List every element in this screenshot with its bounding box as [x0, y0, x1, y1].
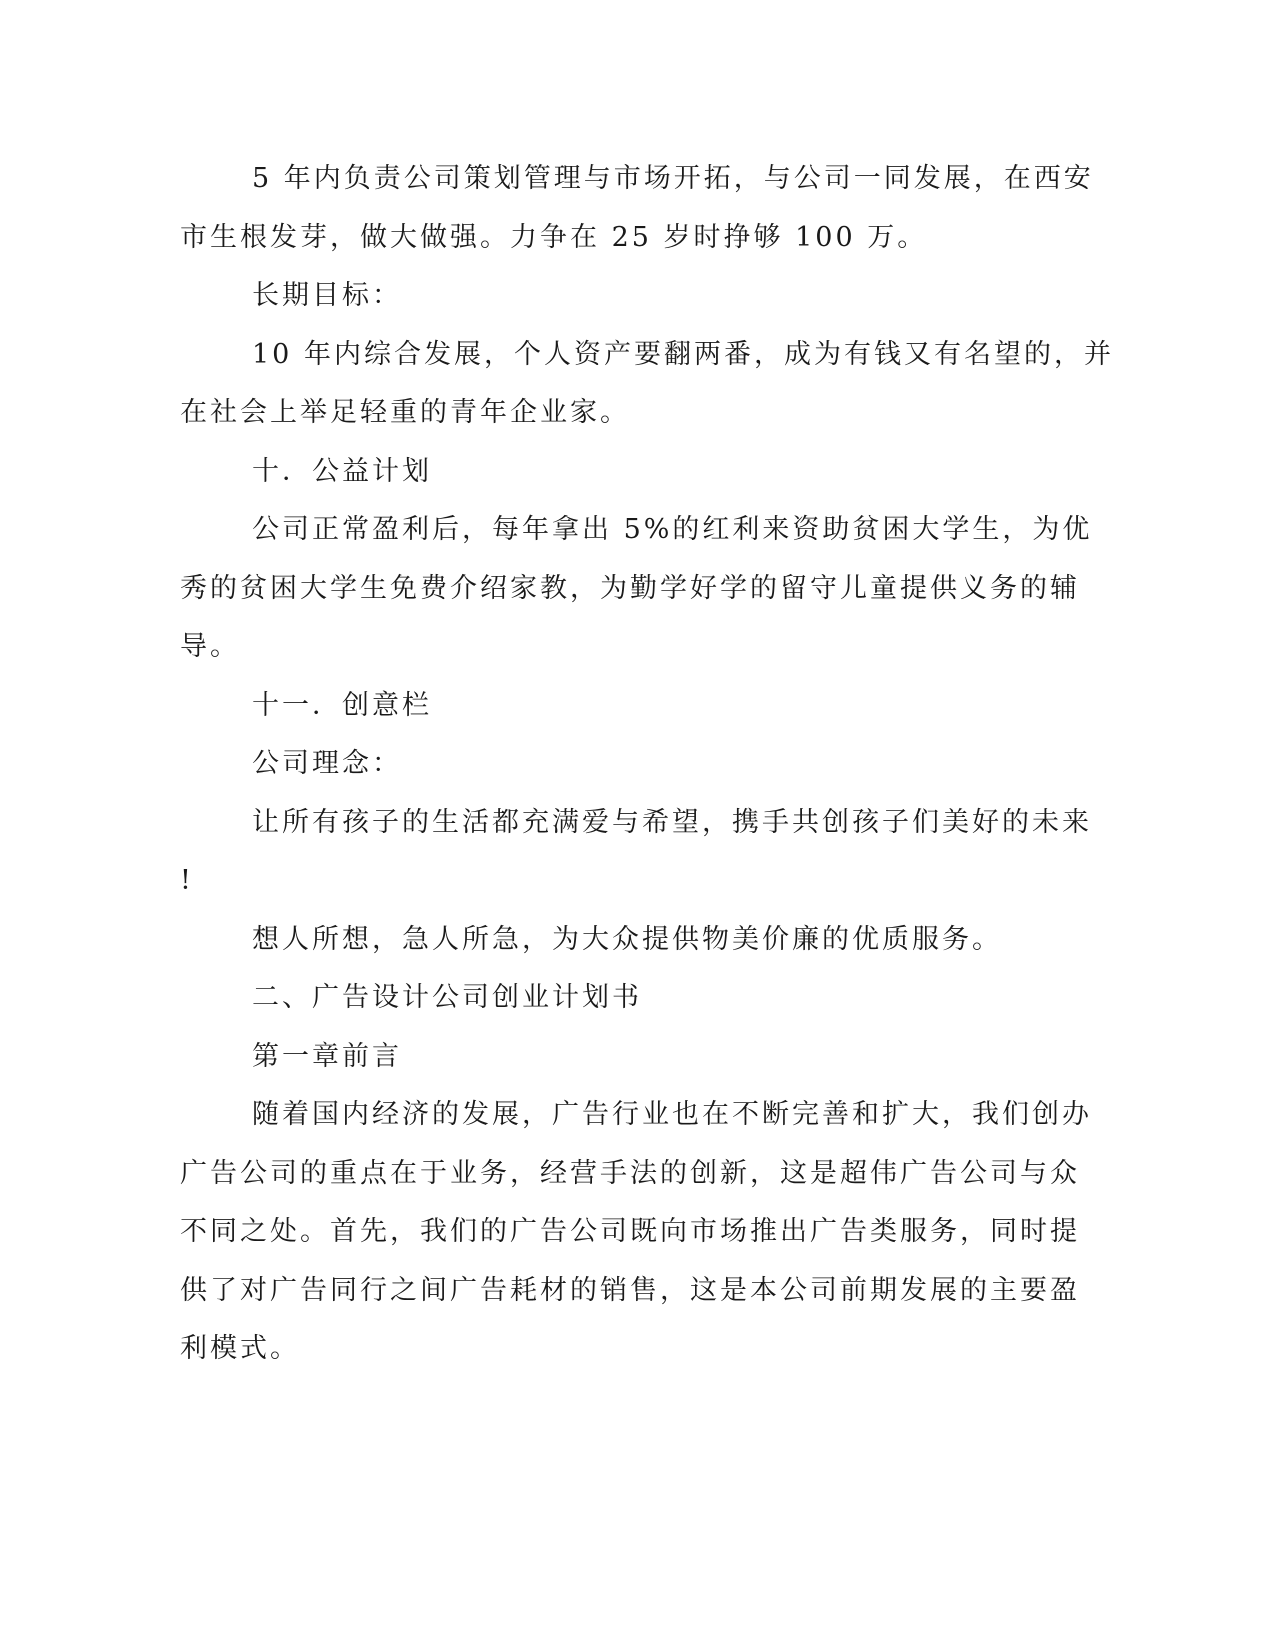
text-line: 想人所想，急人所急，为大众提供物美价廉的优质服务。 [252, 923, 1002, 955]
section-heading: 十．公益计划 [252, 455, 432, 487]
text-line: 供了对广告同行之间广告耗材的销售，这是本公司前期发展的主要盈 [180, 1274, 1080, 1306]
text-line: 导。 [180, 631, 240, 662]
text-line: 在社会上举足轻重的青年企业家。 [180, 397, 630, 428]
text-line: 利模式。 [180, 1333, 300, 1364]
text-line: ! [180, 865, 194, 896]
text-line: 秀的贫困大学生免费介绍家教，为勤学好学的留守儿童提供义务的辅 [180, 572, 1080, 604]
text-line: 市生根发芽，做大做强。力争在 25 岁时挣够 100 万。 [180, 221, 928, 253]
text-line: 10 年内综合发展，个人资产要翻两番，成为有钱又有名望的，并 [252, 338, 1114, 370]
document-page [180, 150, 1114, 1379]
text-line: 5 年内负责公司策划管理与市场开拓，与公司一同发展，在西安 [252, 163, 1094, 194]
text-line: 公司正常盈利后，每年拿出 5%的红利来资助贫困大学生，为优 [252, 514, 1093, 545]
section-subheading: 公司理念： [252, 748, 402, 779]
text-line: 广告公司的重点在于业务，经营手法的创新，这是超伟广告公司与众 [180, 1157, 1080, 1189]
text-line: 不同之处。首先，我们的广告公司既向市场推出广告类服务，同时提 [180, 1216, 1080, 1247]
chapter-heading: 第一章前言 [252, 1040, 402, 1072]
section-subheading: 长期目标： [252, 280, 402, 311]
text-line: 让所有孩子的生活都充满爱与希望，携手共创孩子们美好的未来 [252, 806, 1092, 838]
section-heading: 二、广告设计公司创业计划书 [252, 982, 642, 1013]
section-heading: 十一．创意栏 [252, 689, 432, 721]
text-line: 随着国内经济的发展，广告行业也在不断完善和扩大，我们创办 [252, 1099, 1092, 1130]
